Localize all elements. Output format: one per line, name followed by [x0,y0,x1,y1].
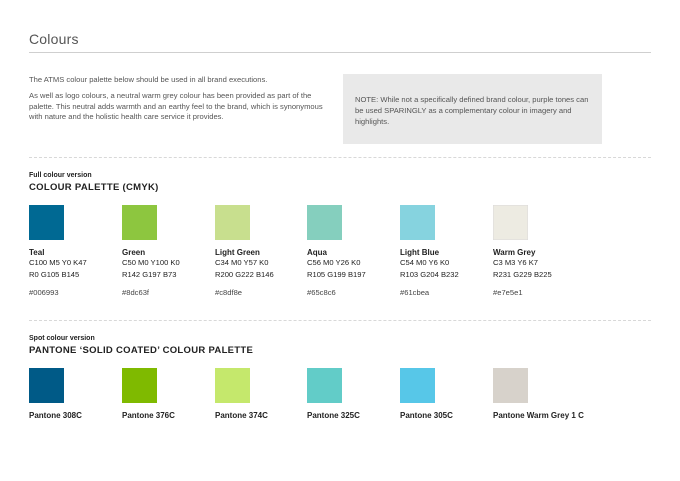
colour-swatch [29,205,64,240]
cmyk-swatch-aqua [307,205,397,297]
colour-swatch [493,205,528,240]
swatch-name: Pantone 325C [307,411,360,420]
swatch-name: Light Green [215,248,260,257]
cmyk-kicker: Full colour version [29,172,92,179]
cmyk-heading: COLOUR PALETTE (CMYK) [29,182,159,193]
swatch-cmyk: C34 M0 Y57 K0 [215,258,269,267]
swatch-rgb: R200 G222 B146 [215,270,274,279]
note-box [343,74,602,144]
swatch-cmyk: C50 M0 Y100 K0 [122,258,180,267]
swatch-cmyk: C54 M0 Y6 K0 [400,258,450,267]
swatch-name: Light Blue [400,248,440,257]
pantone-heading: PANTONE ‘SOLID COATED’ COLOUR PALETTE [29,345,254,356]
swatch-rgb: R105 G199 B197 [307,270,366,279]
swatch-name: Aqua [307,248,327,257]
cmyk-swatch-green [122,205,212,297]
colour-swatch [215,205,250,240]
pantone-swatch-2 [122,368,212,420]
pantone-swatch-4 [307,368,397,420]
page-title: Colours [29,31,79,47]
swatch-hex: #006993 [29,288,59,297]
pantone-swatch-6 [493,368,633,420]
swatch-name: Pantone 376C [122,411,175,420]
swatch-hex: #8dc63f [122,288,150,297]
cmyk-swatch-warm-grey [493,205,583,297]
pantone-kicker: Spot colour version [29,335,95,342]
swatch-hex: #c8df8e [215,288,243,297]
colour-swatch [122,368,157,403]
section-divider-1 [29,157,651,158]
swatch-rgb: R103 G204 B232 [400,270,459,279]
intro-paragraph-2: As well as logo colours, a neutral warm grey colour has been provided as part of the palette. This neutral adds warmth and an earthy feel to the brand, which is synonymous with nature and the holistic health care service it provides. [29,90,323,122]
swatch-name: Teal [29,248,45,257]
swatch-cmyk: C3 M3 Y6 K7 [493,258,539,267]
swatch-hex: #e7e5e1 [493,288,523,297]
section-divider-2 [29,320,651,321]
swatch-rgb: R231 G229 B225 [493,270,552,279]
pantone-swatch-5 [400,368,490,420]
pantone-swatch-1 [29,368,119,420]
title-divider [29,52,651,53]
swatch-name: Warm Grey [493,248,536,257]
swatch-rgb: R142 G197 B73 [122,270,177,279]
colour-swatch [493,368,528,403]
pantone-swatch-3 [215,368,305,420]
intro-text [29,75,329,128]
swatch-hex: #61cbea [400,288,430,297]
colour-swatch [307,368,342,403]
cmyk-swatch-light-green [215,205,305,297]
swatch-name: Pantone 305C [400,411,453,420]
swatch-name: Pantone 374C [215,411,268,420]
swatch-cmyk: C100 M5 Y0 K47 [29,258,87,267]
colour-swatch [400,205,435,240]
colour-swatch [29,368,64,403]
note-text: NOTE: While not a specifically defined brand colour, purple tones can be used SPARINGLY as a complementary colour in imagery and highlights. [355,95,589,126]
cmyk-swatch-light-blue [400,205,490,297]
colour-swatch [307,205,342,240]
swatch-name: Pantone Warm Grey 1 C [493,411,584,420]
swatch-hex: #65c8c6 [307,288,336,297]
swatch-rgb: R0 G105 B145 [29,270,80,279]
cmyk-swatch-teal [29,205,119,297]
colour-swatch [400,368,435,403]
swatch-name: Green [122,248,146,257]
intro-paragraph-1: The ATMS colour palette below should be used in all brand executions. [29,75,268,84]
colour-swatch [122,205,157,240]
swatch-cmyk: C56 M0 Y26 K0 [307,258,361,267]
swatch-name: Pantone 308C [29,411,82,420]
colour-swatch [215,368,250,403]
